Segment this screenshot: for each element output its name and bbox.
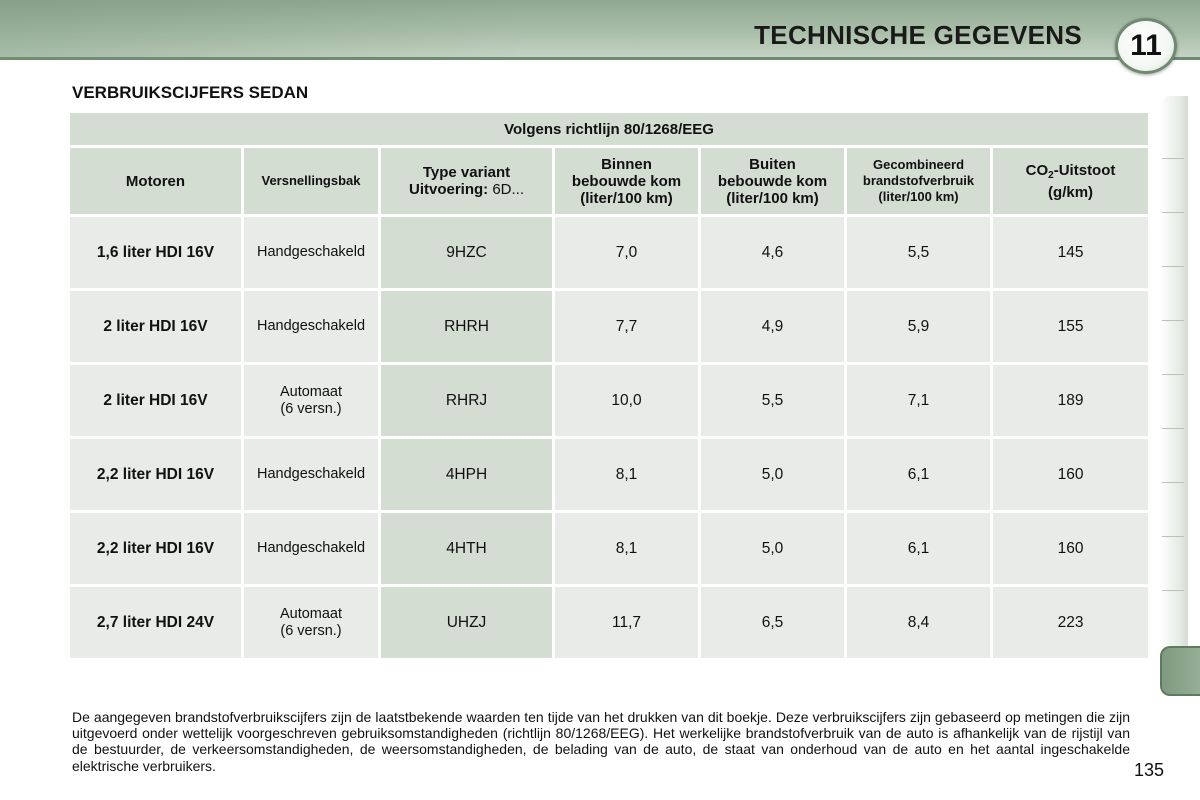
gearbox-line: Automaat (279, 605, 343, 622)
co2-unit: (g/km) (1048, 183, 1094, 201)
header-line: Binnen (601, 155, 652, 173)
cell-gearbox (244, 365, 378, 436)
cell-gearbox (244, 513, 378, 584)
cell-engine: 2,2 liter HDI 16V (70, 439, 241, 510)
cell-combined: 7,1 (847, 365, 990, 436)
cell-variant: RHRJ (381, 365, 552, 436)
page-header (0, 0, 1200, 60)
variant-line2-value: 6D... (492, 181, 525, 198)
header-line: Buiten (749, 155, 796, 173)
cell-variant: 4HPH (381, 439, 552, 510)
cell-urban: 11,7 (555, 587, 698, 658)
table-row (70, 217, 1148, 288)
chapter-title: TECHNISCHE GEGEVENS (754, 20, 1082, 50)
table-row (70, 439, 1148, 510)
chapter-tab-active[interactable] (1160, 646, 1200, 696)
cell-variant: 4HTH (381, 513, 552, 584)
gearbox-line: (6 versn.) (280, 400, 342, 417)
tab-divider (1162, 482, 1184, 483)
header-line: bebouwde kom (571, 172, 682, 190)
gearbox-line: Handgeschakeld (256, 318, 366, 334)
cell-engine: 2 liter HDI 16V (70, 365, 241, 436)
chapter-number-badge: 11 (1115, 18, 1177, 74)
cell-gearbox (244, 439, 378, 510)
cell-gearbox (244, 587, 378, 658)
cell-urban: 8,1 (555, 439, 698, 510)
tab-divider (1162, 320, 1184, 321)
table-caption: Volgens richtlijn 80/1268/EEG (70, 113, 1148, 145)
cell-extra-urban: 5,0 (701, 439, 844, 510)
page-number: 135 (1134, 760, 1165, 780)
tab-divider (1162, 212, 1184, 213)
cell-extra-urban: 5,0 (701, 513, 844, 584)
column-header-extra-urban (701, 148, 844, 214)
column-header-urban (555, 148, 698, 214)
gearbox-line: Automaat (279, 383, 343, 400)
cell-extra-urban: 4,9 (701, 291, 844, 362)
consumption-table (70, 110, 1130, 661)
cell-variant: 9HZC (381, 217, 552, 288)
header-line: (liter/100 km) (726, 189, 819, 207)
cell-variant: UHZJ (381, 587, 552, 658)
cell-engine: 2,2 liter HDI 16V (70, 513, 241, 584)
cell-extra-urban: 6,5 (701, 587, 844, 658)
co2-subscript: 2 (1048, 169, 1054, 181)
tab-divider (1162, 428, 1184, 429)
cell-combined: 5,9 (847, 291, 990, 362)
header-line: brandstofverbruik (862, 173, 975, 188)
gearbox-line: Handgeschakeld (256, 466, 366, 482)
cell-combined: 8,4 (847, 587, 990, 658)
cell-combined: 6,1 (847, 513, 990, 584)
cell-gearbox (244, 217, 378, 288)
tab-divider (1162, 266, 1184, 267)
cell-co2: 155 (993, 291, 1148, 362)
gearbox-line: (6 versn.) (280, 622, 342, 639)
tab-divider (1162, 374, 1184, 375)
table-row (70, 513, 1148, 584)
cell-combined: 6,1 (847, 439, 990, 510)
cell-urban: 7,7 (555, 291, 698, 362)
variant-line1: Type variant (422, 164, 511, 181)
header-line: Gecombineerd (872, 157, 965, 172)
footnote-text: De aangegeven brandstofverbruikscijfers zijn de laatstbekende waarden ten tijde van het drukken van dit boekje. Deze verbruikscijfers zijn gebaseerd op metingen die zijn uitgevoerd onder wettelijk voorgeschreven gebruiksomstandigheden (richtlijn 80/1268/EEG). Het werkelijke brandstofverbruik van de auto is afhankelijk van de rijstijl van de bestuurder, de verkeersomstandigheden, de weersomstandigheden, de belading van de auto, de staat van onderhoud van de auto en het aantal ingeschakelde elektrische verbruikers. (72, 709, 1130, 774)
cell-engine: 2 liter HDI 16V (70, 291, 241, 362)
cell-co2: 145 (993, 217, 1148, 288)
header-line: (liter/100 km) (580, 189, 673, 207)
tab-divider (1162, 590, 1184, 591)
cell-combined: 5,5 (847, 217, 990, 288)
chapter-tab-rail (1160, 96, 1188, 696)
header-line: bebouwde kom (717, 172, 828, 190)
table-row (70, 365, 1148, 436)
column-header-co2 (993, 148, 1148, 214)
column-header-gearbox: Versnellingsbak (244, 148, 378, 214)
table-row (70, 291, 1148, 362)
cell-urban: 10,0 (555, 365, 698, 436)
cell-co2: 223 (993, 587, 1148, 658)
cell-extra-urban: 5,5 (701, 365, 844, 436)
tab-divider (1162, 536, 1184, 537)
gearbox-line: Handgeschakeld (256, 540, 366, 556)
gearbox-line: Handgeschakeld (256, 244, 366, 260)
header-gradient (0, 0, 520, 60)
co2-suffix: -Uitstoot (1053, 161, 1116, 179)
table-row (70, 587, 1148, 658)
column-header-engine: Motoren (70, 148, 241, 214)
variant-line2-label: Uitvoering: (408, 181, 489, 198)
cell-engine: 1,6 liter HDI 16V (70, 217, 241, 288)
cell-extra-urban: 4,6 (701, 217, 844, 288)
cell-urban: 7,0 (555, 217, 698, 288)
cell-co2: 160 (993, 513, 1148, 584)
column-header-combined (847, 148, 990, 214)
cell-co2: 160 (993, 439, 1148, 510)
cell-urban: 8,1 (555, 513, 698, 584)
column-header-variant (381, 148, 552, 214)
cell-co2: 189 (993, 365, 1148, 436)
cell-gearbox (244, 291, 378, 362)
header-line: (liter/100 km) (878, 189, 959, 204)
tab-divider (1162, 158, 1184, 159)
co2-prefix: CO (1025, 161, 1049, 179)
cell-engine: 2,7 liter HDI 24V (70, 587, 241, 658)
section-title: VERBRUIKSCIJFERS SEDAN (72, 83, 309, 102)
cell-variant: RHRH (381, 291, 552, 362)
